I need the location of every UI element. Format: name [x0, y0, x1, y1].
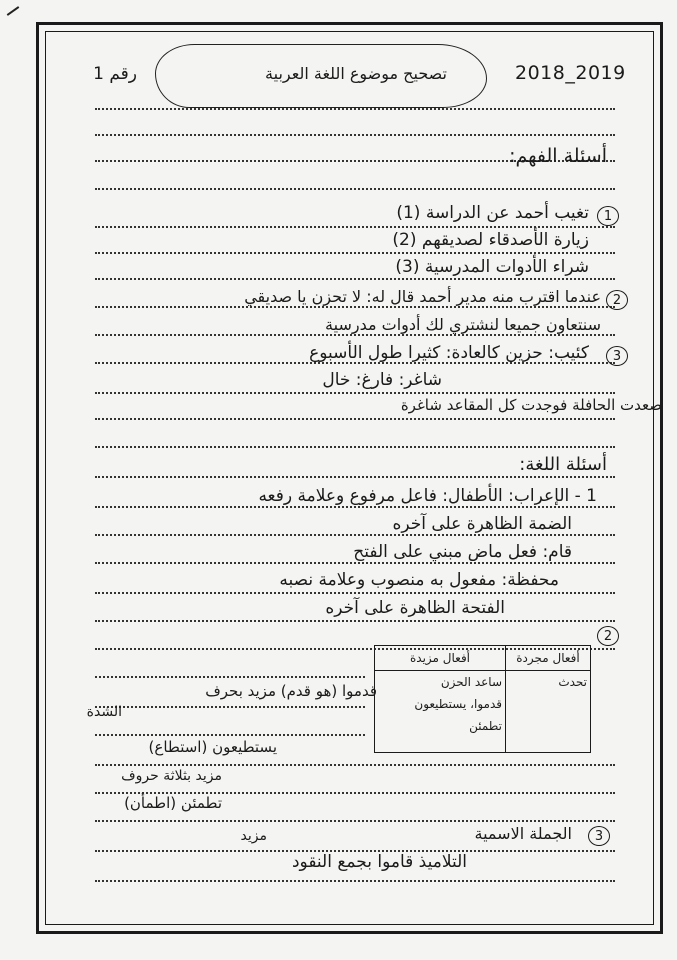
q1-line-3: شراء الأدوات المدرسية (3): [395, 257, 589, 277]
q1-line-1: تغيب أحمد عن الدراسة (1): [396, 203, 589, 223]
side-note-2: الشدة: [86, 704, 122, 720]
q2-line-2: سنتعاون جميعا لنشتري لك أدوات مدرسية: [325, 315, 601, 334]
i3rab-line-1: 1 - الإعراب: الأطفال: فاعل مرفوع وعلامة رفعه: [258, 486, 597, 506]
col-mujarrad-header: أفعال مجردة: [506, 646, 591, 671]
mazida-item: تطمئن: [469, 719, 502, 733]
header-year: 2018_2019: [515, 62, 626, 84]
i3rab-line-4: محفظة: مفعول به منصوب وعلامة نصبه: [279, 570, 559, 590]
header-number: رقم 1: [93, 64, 137, 84]
mazida-item: ساعد الحزن: [440, 675, 502, 689]
q1-line-2: زيارة الأصدقاء لصديقهم (2): [392, 230, 589, 250]
lang-q3-number: 3: [588, 826, 610, 846]
nominal-note: مزيد: [240, 828, 267, 844]
q3-line-2: شاغر: فارغ: خال: [322, 370, 442, 390]
mazida-cell: [375, 671, 506, 753]
comprehension-heading: أسئلة الفهم:: [509, 145, 607, 167]
side-note-3: يستطيعون (استطاع): [148, 738, 277, 756]
language-heading: أسئلة اللغة:: [519, 454, 607, 475]
mujarrad-item: تحدث: [558, 675, 587, 689]
nominal-sentence-label: الجملة الاسمية: [474, 824, 572, 843]
i3rab-line-3: قام: فعل ماض مبني على الفتح: [353, 542, 572, 562]
col-mazida-header: أفعال مزيدة: [375, 646, 506, 671]
side-note-4: مزيد بثلاثة حروف: [121, 768, 222, 784]
lang-q2-number: 2: [597, 626, 619, 646]
i3rab-line-2: الضمة الظاهرة على آخره: [392, 514, 572, 534]
page-mark: [7, 6, 20, 16]
verbs-table: [374, 645, 591, 753]
mazida-item: قدموا، يستطيعون: [414, 697, 502, 711]
q2-line-1: عندما اقترب منه مدير أحمد قال له: لا تحزن يا صديقي: [244, 287, 601, 306]
q3-number: 3: [606, 346, 628, 366]
q2-number: 2: [606, 290, 628, 310]
nominal-example: التلاميذ قاموا بجمع النقود: [291, 852, 467, 872]
vocab-sentence: صعدت الحافلة فوجدت كل المقاعد شاغرة: [400, 396, 662, 414]
q3-line-1: كئيب: حزين كالعادة: كثيرا طول الأسبوع: [309, 343, 589, 363]
side-note-1: قدموا (هو قدم) مزيد بحرف: [205, 682, 377, 700]
mujarrad-cell: [506, 671, 591, 753]
side-note-5: تطمئن (اطمأن): [124, 794, 222, 812]
i3rab-line-5: الفتحة الظاهرة على آخره: [325, 598, 505, 618]
header-title: تصحيح موضوع اللغة العربية: [265, 64, 447, 83]
q1-number: 1: [597, 206, 619, 226]
